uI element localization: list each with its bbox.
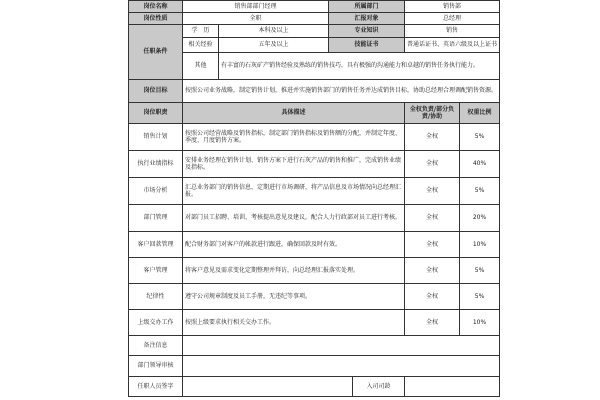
position-name-label: 岗位名称 bbox=[129, 1, 183, 13]
duty-responsibility: 全权 bbox=[405, 124, 460, 151]
experience-label: 相关经验 bbox=[183, 38, 219, 53]
hire-date-label: 入司司龄 bbox=[353, 377, 405, 397]
duty-name: 客户回款管理 bbox=[129, 232, 183, 258]
duty-weight: 5% bbox=[460, 258, 500, 284]
duty-row bbox=[129, 124, 500, 151]
nature-label: 岗位性质 bbox=[129, 13, 183, 25]
duty-weight: 40% bbox=[460, 151, 500, 178]
position-name-value: 销售部部门经理 bbox=[183, 1, 329, 13]
duty-row bbox=[129, 178, 500, 205]
duty-description: 将客户意见及需求变化定期整理并拜访，向总经理汇报落实处理。 bbox=[183, 258, 405, 284]
duty-weight: 10% bbox=[460, 310, 500, 336]
department-label: 所属部门 bbox=[329, 1, 405, 13]
duty-responsibility: 全权 bbox=[405, 284, 460, 310]
weight-header: 权重比例 bbox=[460, 103, 500, 124]
duty-responsibility: 全权 bbox=[405, 178, 460, 205]
duty-responsibility: 全权 bbox=[405, 258, 460, 284]
duty-name: 市场分析 bbox=[129, 178, 183, 205]
requirements-label: 任职条件 bbox=[129, 25, 183, 80]
duty-name: 纪律性 bbox=[129, 284, 183, 310]
certificate-value: 普通话证书、英语六级及以上证书 bbox=[405, 38, 500, 53]
education-label: 学 历 bbox=[183, 25, 219, 38]
duty-description: 配合财务部门对客户的帐款进行跟进，确保回款及时有效。 bbox=[183, 232, 405, 258]
remarks-label: 备注信息 bbox=[129, 336, 183, 356]
duty-description: 按照上级要求执行相关交办工作。 bbox=[183, 310, 405, 336]
approval-field[interactable] bbox=[183, 356, 500, 377]
duty-name: 部门管理 bbox=[129, 205, 183, 232]
duty-name: 上级交办工作 bbox=[129, 310, 183, 336]
duty-weight: 10% bbox=[460, 232, 500, 258]
job-description-table bbox=[128, 0, 500, 397]
description-header: 具体描述 bbox=[183, 103, 405, 124]
other-label: 其他 bbox=[183, 53, 219, 80]
duty-row bbox=[129, 151, 500, 178]
duty-weight: 5% bbox=[460, 178, 500, 205]
duty-description: 对部门员工招聘、培训、考核提出意见及建议，配合人力行政部对员工进行考核。 bbox=[183, 205, 405, 232]
department-value: 销售部 bbox=[405, 1, 500, 13]
expertise-value: 销售 bbox=[405, 25, 500, 38]
duty-header: 岗位职责 bbox=[129, 103, 183, 124]
approval-label: 部门领导审核 bbox=[129, 356, 183, 377]
duty-responsibility: 全权 bbox=[405, 232, 460, 258]
hire-date-field[interactable] bbox=[405, 377, 500, 397]
duty-row bbox=[129, 232, 500, 258]
duty-description: 遵守公司规章制度及员工手册，无违纪等事项。 bbox=[183, 284, 405, 310]
goal-label: 岗位目标 bbox=[129, 80, 183, 103]
remarks-field[interactable] bbox=[183, 336, 500, 356]
duty-name: 执行业绩指标 bbox=[129, 151, 183, 178]
duty-responsibility: 全权 bbox=[405, 205, 460, 232]
report-to-label: 汇报对象 bbox=[329, 13, 405, 25]
other-value: 有丰富的石灰矿产销售经验及熟练的销售技巧，具有极强的沟通能力和卓越的销售任务执行能力。 bbox=[219, 53, 500, 80]
duty-responsibility: 全权 bbox=[405, 151, 460, 178]
goal-text: 按照公司业务战略，制定销售计划，推进并实施销售部门的销售任务并达成销售目标，协助总经理合理调配销售资源。 bbox=[183, 80, 500, 103]
certificate-label: 技能证书 bbox=[329, 38, 405, 53]
duty-weight: 5% bbox=[460, 284, 500, 310]
experience-value: 五年及以上 bbox=[219, 38, 329, 53]
duty-row bbox=[129, 205, 500, 232]
duty-weight: 20% bbox=[460, 205, 500, 232]
education-value: 本科及以上 bbox=[219, 25, 329, 38]
duty-weight: 5% bbox=[460, 124, 500, 151]
nature-value: 全职 bbox=[183, 13, 329, 25]
duty-row bbox=[129, 258, 500, 284]
expertise-label: 专业知识 bbox=[329, 25, 405, 38]
responsibility-header: 全权负责/部分负责/协助 bbox=[405, 103, 460, 124]
signature-field[interactable] bbox=[183, 377, 353, 397]
duty-row bbox=[129, 310, 500, 336]
duty-name: 销售计划 bbox=[129, 124, 183, 151]
report-to-value: 总经理 bbox=[405, 13, 500, 25]
duty-row bbox=[129, 284, 500, 310]
duty-name: 客户管理 bbox=[129, 258, 183, 284]
duty-description: 汇总业务部门的销售信息，定期进行市场调研，将产品信息及市场情况向总经理汇报。 bbox=[183, 178, 405, 205]
duty-responsibility: 全权 bbox=[405, 310, 460, 336]
duty-description: 安排业务经理在销售计划、销售方案下进行石灰产品的销售和推广，完成销售业绩及指标。 bbox=[183, 151, 405, 178]
signature-label: 任职人员签字 bbox=[129, 377, 183, 397]
duty-description: 按照公司经营战略及销售指标，制定部门销售指标及销售额的分配，并制定年度、季度、月度销售方案。 bbox=[183, 124, 405, 151]
